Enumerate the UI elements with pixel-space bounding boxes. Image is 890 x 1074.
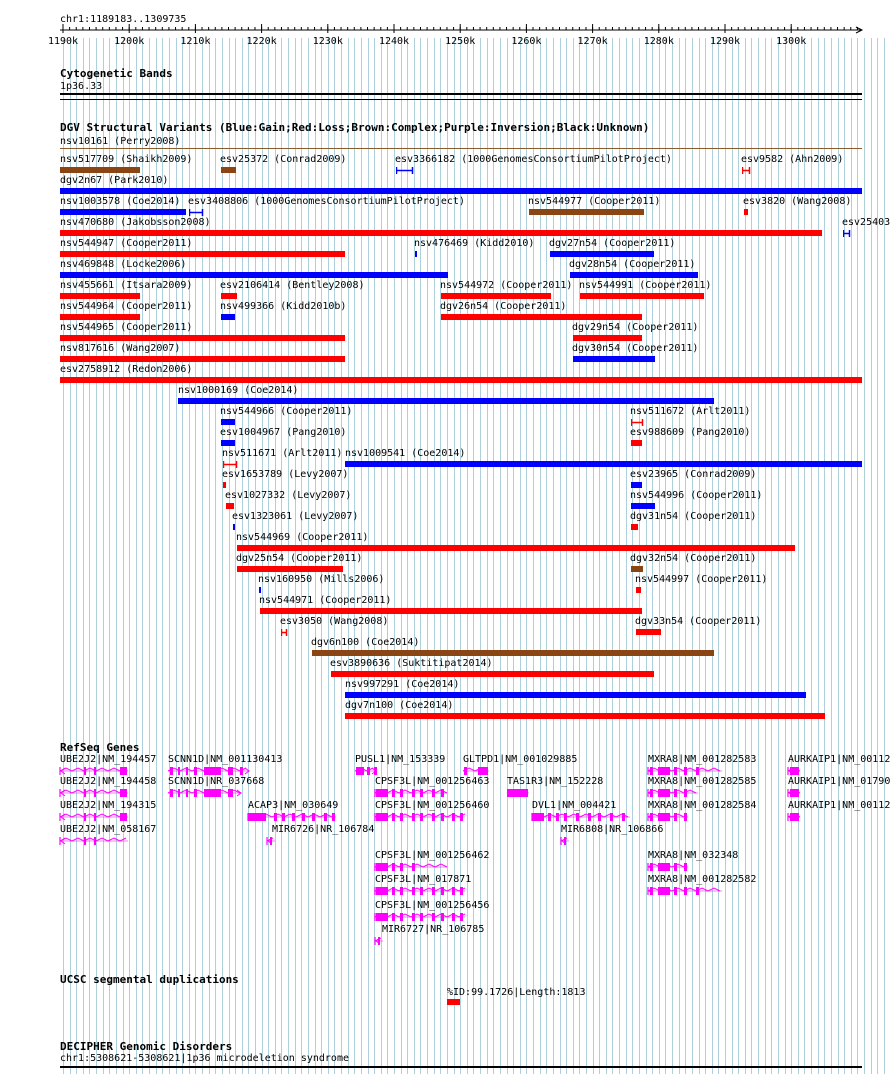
variant-label[interactable]: dgv27n54 (Cooper2011) [549,238,676,249]
variant-bar[interactable] [636,587,641,593]
gene-label[interactable]: CPSF3L|NM_001256460 [375,800,490,811]
gene-model[interactable] [786,811,802,823]
grid-line [864,38,865,1074]
grid-line [877,38,878,1074]
variant-bar[interactable] [631,440,642,446]
gene-model[interactable] [58,835,130,847]
variant-bar[interactable] [259,587,261,593]
coordinate-ruler[interactable] [0,0,890,50]
ruler-tick-label: 1290k [709,36,741,47]
grid-line [884,38,885,1074]
variant-bar[interactable] [441,293,551,299]
variant-bar[interactable] [331,671,654,677]
variant-label[interactable]: nsv517709 (Shaikh2009) [60,154,193,165]
gene-label[interactable]: UBE2J2|NM_058167 [60,824,157,835]
variant-label[interactable]: nsv544971 (Cooper2011) [259,595,392,606]
gene-model[interactable] [373,911,467,923]
ruler-tick-label: 1260k [511,36,542,47]
gene-label[interactable]: MXRA8|NM_032348 [648,850,739,861]
variant-bar[interactable] [221,314,235,320]
variant-bar[interactable] [312,650,714,656]
cytoband-bar[interactable] [60,93,862,95]
gene-model[interactable] [265,835,277,847]
variant-label[interactable]: nsv544965 (Cooper2011) [60,322,193,333]
gene-model[interactable] [373,811,467,823]
variant-range-bar[interactable] [189,209,205,216]
variant-range-bar[interactable] [631,419,645,426]
gene-label[interactable]: UBE2J2|NM_194458 [60,776,157,787]
gene-label[interactable]: MXRA8|NM_001282584 [648,800,757,811]
variant-bar[interactable] [631,503,655,509]
gene-model[interactable] [530,811,632,823]
gene-model[interactable] [646,885,724,897]
variant-bar[interactable] [744,209,748,215]
variant-label[interactable]: esv2758912 (Redon2006) [60,364,193,375]
gene-label[interactable]: ACAP3|NM_030649 [248,800,339,811]
gene-label[interactable]: PUSL1|NM_153339 [355,754,446,765]
variant-label[interactable]: nsv1009541 (Coe2014) [345,448,466,459]
variant-label[interactable]: nsv544964 (Cooper2011) [60,301,193,312]
variant-bar[interactable] [260,608,642,614]
variant-label[interactable]: esv1004967 (Pang2010) [220,427,347,438]
gene-label[interactable]: CPSF3L|NM_001256463 [375,776,490,787]
variant-bar[interactable] [60,188,862,194]
variant-bar[interactable] [631,566,643,572]
gene-model[interactable] [786,787,802,799]
gene-model[interactable] [646,861,690,873]
ruler-tick-label: 1210k [180,36,211,47]
variant-label[interactable]: dgv31n54 (Cooper2011) [630,511,757,522]
variant-bar[interactable] [631,482,642,488]
variant-label[interactable]: esv9582 (Ahn2009) [741,154,844,165]
variant-label[interactable]: esv3820 (Wang2008) [743,196,852,207]
gene-label[interactable]: MXRA8|NM_001282582 [648,874,757,885]
variant-bar[interactable] [60,314,140,320]
variant-label[interactable]: dgv33n54 (Cooper2011) [635,616,762,627]
gene-label[interactable]: MIR6808|NR_106866 [561,824,664,835]
gene-label[interactable]: UBE2J2|NM_194457 [60,754,157,765]
gene-label[interactable]: AURKAIP1|NM_00112 [788,754,890,765]
variant-label[interactable]: esv988609 (Pang2010) [630,427,751,438]
variant-bar[interactable] [60,377,862,383]
variant-label[interactable]: nsv544972 (Cooper2011) [440,280,573,291]
gene-label[interactable]: MXRA8|NM_001282585 [648,776,757,787]
variant-bar[interactable] [60,272,448,278]
variant-label[interactable]: nsv511671 (Arlt2011) [222,448,343,459]
gene-label[interactable]: TAS1R3|NM_152228 [507,776,604,787]
variant-bar[interactable] [550,251,654,257]
variant-bar[interactable] [570,272,698,278]
decipher-label[interactable]: chr1:5308621-5308621|1p36 microdeletion syndrome [60,1053,349,1064]
variant-label[interactable]: esv25372 (Conrad2009) [220,154,347,165]
variant-range-bar[interactable] [281,629,289,636]
decipher-bar[interactable] [60,1066,862,1068]
grid-line [871,38,872,1074]
variant-label[interactable]: esv1653789 (Levy2007) [222,469,349,480]
variant-label[interactable]: nsv455661 (Itsara2009) [60,280,193,291]
gene-label[interactable]: CPSF3L|NM_001256456 [375,900,490,911]
variant-range-bar[interactable] [223,461,239,468]
variant-bar[interactable] [415,251,417,257]
variant-bar[interactable] [178,398,714,404]
variant-label[interactable]: esv1027332 (Levy2007) [225,490,352,501]
variant-label[interactable]: nsv469848 (Locke2006) [60,259,187,270]
segdup-label[interactable]: %ID:99.1726|Length:1813 [447,987,586,998]
variant-label[interactable]: nsv470680 (Jakobsson2008) [60,217,211,228]
gene-label[interactable]: MXRA8|NM_001282583 [648,754,757,765]
gene-model[interactable] [246,811,338,823]
dgv-top-label[interactable]: nsv10161 (Perry2008) [60,136,181,147]
variant-label[interactable]: dgv29n54 (Cooper2011) [572,322,699,333]
variant-label[interactable]: dgv28n54 (Cooper2011) [569,259,696,270]
gene-model[interactable] [373,935,385,947]
variant-label[interactable]: nsv817616 (Wang2007) [60,343,181,354]
variant-bar[interactable] [345,692,806,698]
ruler-tick-label: 1200k [114,36,145,47]
ruler-tick-label: 1190k [47,36,79,47]
variant-label[interactable]: esv1323061 (Levy2007) [232,511,359,522]
gene-label[interactable]: SCNN1D|NM_001130413 [168,754,283,765]
variant-label[interactable]: nsv476469 (Kidd2010) [414,238,535,249]
variant-label[interactable]: nsv544947 (Cooper2011) [60,238,193,249]
track-divider [60,99,862,100]
segdup-track-title: UCSC segmental duplications [60,973,239,986]
gene-label[interactable]: MIR6727|NR_106785 [382,924,485,935]
gene-label[interactable]: AURKAIP1|NM_00112 [788,800,890,811]
variant-bar[interactable] [221,419,235,425]
ruler-tick-label: 1280k [643,36,674,47]
gene-label[interactable]: UBE2J2|NM_194315 [60,800,157,811]
variant-label[interactable]: esv3890636 (Suktitipat2014) [330,658,493,669]
variant-label[interactable]: dgv6n100 (Coe2014) [311,637,420,648]
variant-bar[interactable] [221,293,237,299]
variant-label[interactable]: nsv1000169 (Coe2014) [178,385,299,396]
variant-label[interactable]: nsv544966 (Cooper2011) [220,406,353,417]
dgv-top-bar[interactable] [60,148,862,149]
gene-label[interactable]: DVL1|NM_004421 [532,800,617,811]
gene-label[interactable]: GLTPD1|NM_001029885 [463,754,578,765]
variant-bar[interactable] [636,629,661,635]
dgv-track-title: DGV Structural Variants (Blue:Gain;Red:Loss;Brown:Complex;Purple:Inversion;Black:Unknown) [60,121,650,134]
gene-model[interactable] [559,835,571,847]
ruler-tick-label: 1270k [577,36,608,47]
variant-range-bar[interactable] [742,167,752,174]
variant-label[interactable]: dgv32n54 (Cooper2011) [630,553,757,564]
variant-bar[interactable] [60,230,822,236]
variant-label[interactable]: esv23965 (Conrad2009) [630,469,757,480]
variant-bar[interactable] [221,167,236,173]
variant-range-bar[interactable] [396,167,415,174]
variant-label[interactable]: nsv544977 (Cooper2011) [528,196,661,207]
variant-label[interactable]: esv2106414 (Bentley2008) [220,280,365,291]
variant-label[interactable]: esv25403 [842,217,890,228]
refseq-track-title: RefSeq Genes [60,741,140,754]
variant-label[interactable]: nsv544969 (Cooper2011) [236,532,369,543]
variant-bar[interactable] [573,356,655,362]
cytoband-label[interactable]: 1p36.33 [60,81,103,92]
decipher-track-title: DECIPHER Genomic Disorders [60,1040,233,1053]
variant-label[interactable]: nsv544996 (Cooper2011) [630,490,763,501]
ruler-tick-label: 1230k [312,36,343,47]
region-label: chr1:1189183..1309735 [60,14,187,25]
variant-bar[interactable] [221,440,235,446]
variant-bar[interactable] [60,167,140,173]
variant-bar[interactable] [345,461,862,467]
variant-label[interactable]: esv3050 (Wang2008) [280,616,389,627]
gene-model[interactable] [58,811,130,823]
variant-label[interactable]: nsv160950 (Mills2006) [258,574,385,585]
variant-bar[interactable] [223,482,226,488]
ruler-tick-label: 1240k [378,36,410,47]
variant-bar[interactable] [237,545,795,551]
variant-bar[interactable] [60,335,345,341]
variant-label[interactable]: dgv2n67 (Park2010) [60,175,169,186]
variant-bar[interactable] [60,293,140,299]
variant-label[interactable]: nsv1003578 (Coe2014) [60,196,181,207]
gene-model[interactable] [505,787,531,799]
variant-label[interactable]: dgv7n100 (Coe2014) [345,700,454,711]
gene-model[interactable] [58,787,130,799]
variant-label[interactable]: nsv544991 (Cooper2011) [579,280,712,291]
variant-label[interactable]: dgv25n54 (Cooper2011) [236,553,363,564]
variant-label[interactable]: dgv26n54 (Cooper2011) [440,301,567,312]
gene-label[interactable]: MIR6726|NR_106784 [272,824,375,835]
ruler-tick-label: 1300k [776,36,807,47]
cytoband-track-title: Cytogenetic Bands [60,67,173,80]
gene-model[interactable] [373,885,467,897]
variant-label[interactable]: nsv511672 (Arlt2011) [630,406,751,417]
ruler-tick-label: 1250k [445,36,476,47]
variant-label[interactable]: esv3366182 (1000GenomesConsortiumPilotProject) [395,154,672,165]
variant-label[interactable]: esv3408806 (1000GenomesConsortiumPilotProject) [188,196,465,207]
variant-bar[interactable] [441,314,642,320]
variant-label[interactable]: nsv997291 (Coe2014) [345,679,460,690]
variant-range-bar[interactable] [843,230,852,237]
gene-label[interactable]: SCNN1D|NR_037668 [168,776,265,787]
gene-model[interactable] [373,861,449,873]
variant-label[interactable]: nsv499366 (Kidd2010b) [220,301,347,312]
gene-model[interactable] [373,787,449,799]
variant-bar[interactable] [345,713,825,719]
gene-model[interactable] [646,787,700,799]
variant-bar[interactable] [60,356,345,362]
variant-bar[interactable] [60,251,345,257]
variant-bar[interactable] [237,566,343,572]
variant-label[interactable]: nsv544997 (Cooper2011) [635,574,768,585]
gene-model[interactable] [646,811,690,823]
variant-bar[interactable] [60,209,186,215]
variant-bar[interactable] [631,524,638,530]
variant-bar[interactable] [233,524,235,530]
gene-label[interactable]: CPSF3L|NM_001256462 [375,850,490,861]
gene-model[interactable] [166,787,244,799]
variant-label[interactable]: dgv30n54 (Cooper2011) [572,343,699,354]
ruler-tick-label: 1220k [246,36,277,47]
variant-bar[interactable] [226,503,234,509]
gene-label[interactable]: CPSF3L|NM_017871 [375,874,472,885]
segdup-bar[interactable] [447,999,460,1005]
variant-bar[interactable] [580,293,704,299]
gene-label[interactable]: AURKAIP1|NM_01790 [788,776,890,787]
variant-bar[interactable] [573,335,642,341]
variant-bar[interactable] [529,209,644,215]
